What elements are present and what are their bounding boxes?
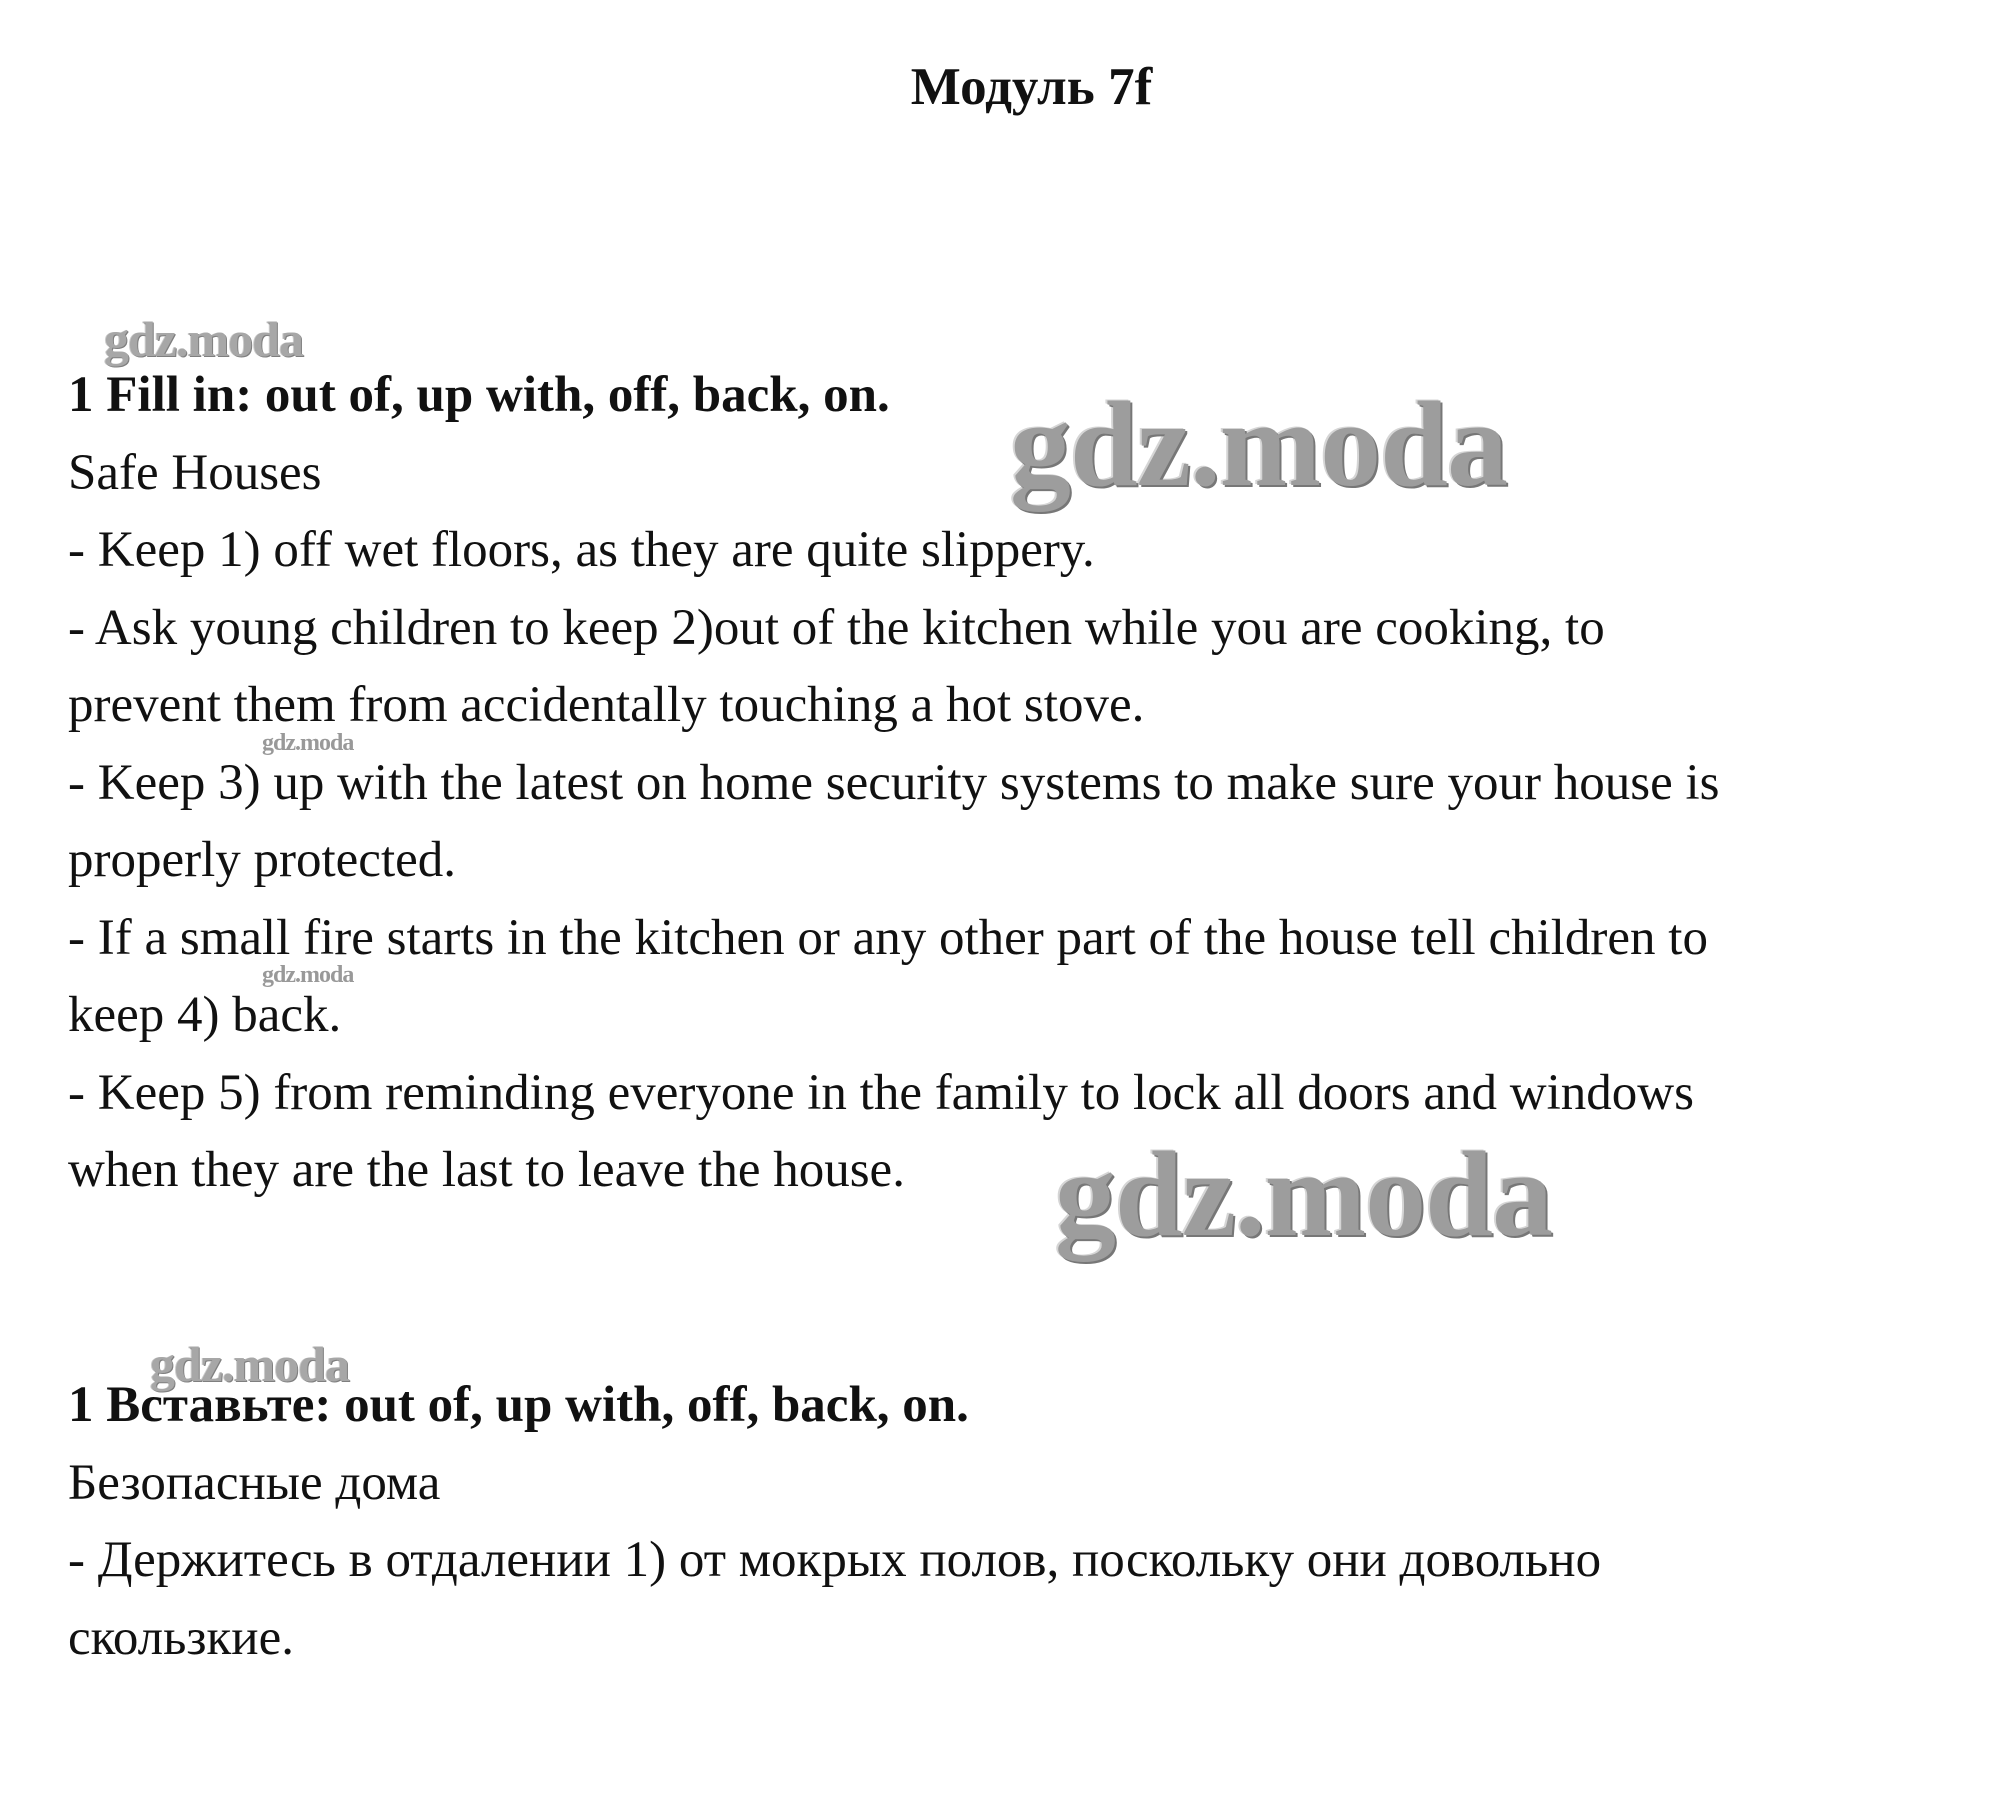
- text-title-ru: Безопасные дома: [68, 1454, 441, 1511]
- text-line: - Держитесь в отдалении 1) от мокрых полов, поскольку они довольно: [68, 1532, 1602, 1588]
- text-title-en: Safe Houses: [68, 444, 322, 501]
- text-line: properly protected.: [68, 832, 457, 888]
- text-line: when they are the last to leave the house.: [68, 1142, 905, 1198]
- text-line: - Keep 3) up with the latest on home security systems to make sure your house is: [68, 754, 1720, 811]
- text-line: keep 4) back.: [68, 987, 342, 1043]
- watermark: gdz.moda: [104, 311, 303, 367]
- russian-section: [68, 1367, 1988, 1677]
- text-line: скользкие.: [68, 1609, 294, 1666]
- watermark: gdz.moda: [1055, 1127, 1552, 1262]
- text-line: - Ask young children to keep 2)out of the kitchen while you are cooking, to: [68, 599, 1605, 656]
- exercise-heading-en: 1 Fill in: out of, up with, off, back, on.: [68, 367, 890, 423]
- watermark: gdz.moda: [262, 730, 354, 756]
- text-line: - If a small fire starts in the kitchen or any other part of the house tell children to: [68, 909, 1708, 966]
- text-line: - Keep 1) off wet floors, as they are quite slippery.: [68, 522, 1095, 578]
- watermark: gdz.moda: [150, 1336, 349, 1392]
- text-line: - Keep 5) from reminding everyone in the family to lock all doors and windows: [68, 1064, 1694, 1121]
- watermark: gdz.moda: [262, 962, 354, 988]
- text-line: prevent them from accidentally touching a hot stove.: [68, 677, 1145, 733]
- english-section: [68, 357, 1988, 1210]
- page-title: Модуль 7f: [910, 58, 1153, 116]
- exercise-heading-ru: 1 Вставьте: out of, up with, off, back, on.: [68, 1377, 969, 1433]
- watermark: gdz.moda: [1010, 377, 1507, 512]
